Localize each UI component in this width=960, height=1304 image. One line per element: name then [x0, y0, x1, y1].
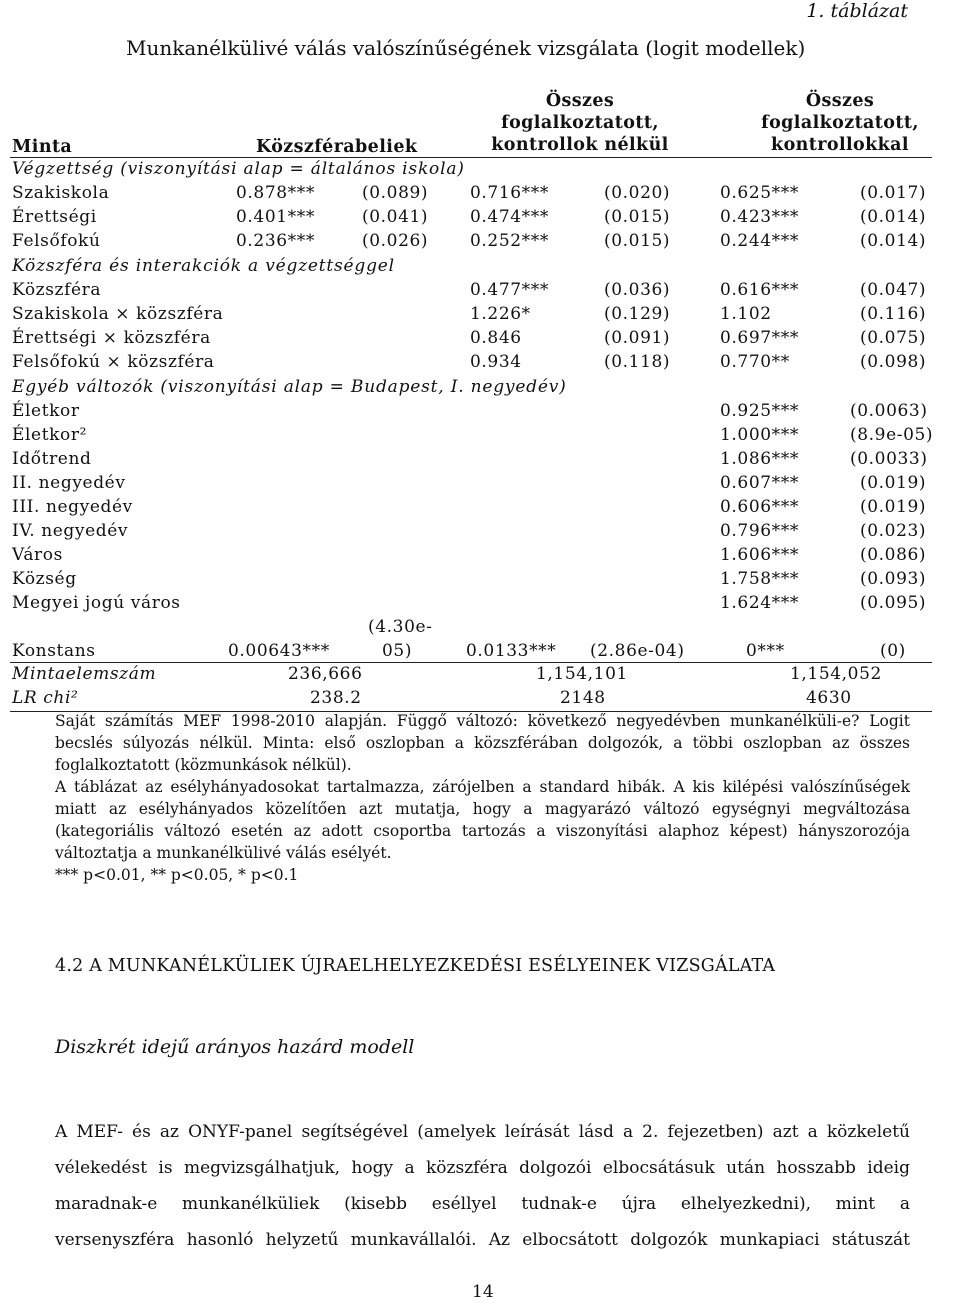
- se-c: (0.014): [860, 231, 927, 251]
- coef-c: 1.624***: [720, 593, 799, 613]
- table-row: [0, 449, 960, 473]
- row-label: Község: [12, 569, 77, 589]
- header-divider: [10, 157, 932, 158]
- note-source: Saját számítás MEF 1998-2010 alapján. Függő változó: következő negyedévben munkanélküli-e? Logit becslés súlyozás nélkül. Minta: első oszlopban a közszférában dolgozók, a többi oszlopban az összes foglalkoztatott (közmunkások nélkül).: [55, 712, 910, 774]
- coef-c: 0.606***: [720, 497, 799, 517]
- row-label: Érettségi: [12, 207, 97, 227]
- header-col-no-controls: [480, 90, 680, 156]
- coef-b: 0.716***: [470, 183, 549, 203]
- se-a: (0.026): [362, 231, 429, 251]
- coef-c: 0.697***: [720, 328, 799, 348]
- paragraph-line: versenyszféra hasonló helyzetű munkavállalói. Az elbocsátott dolgozók munkapiaci státuszát: [55, 1230, 910, 1250]
- se-c: (0.116): [860, 304, 927, 324]
- se-c: (0.086): [860, 545, 927, 565]
- se-b: (0.129): [604, 304, 671, 324]
- body-paragraph: [55, 1114, 910, 1258]
- se-b: (2.86e-04): [590, 641, 685, 661]
- se-b: (0.091): [604, 328, 671, 348]
- coef-a: 0.878***: [236, 183, 315, 203]
- se-c: (0.047): [860, 280, 927, 300]
- lr-b: 2148: [560, 688, 606, 708]
- row-label: Város: [12, 545, 63, 565]
- table-row: [0, 569, 960, 593]
- header-col2-line2: foglalkoztatott,: [501, 113, 659, 133]
- se-a: (0.089): [362, 183, 429, 203]
- header-col2-line1: Összes: [545, 91, 615, 111]
- konstans-divider: [10, 662, 932, 663]
- header-col3-line3: kontrollokkal: [771, 135, 909, 155]
- row-label: III. negyedév: [12, 497, 133, 517]
- table-row: [0, 304, 960, 328]
- table-row: [0, 593, 960, 617]
- table-row: [0, 280, 960, 304]
- row-label: Mintaelemszám: [12, 664, 157, 684]
- coef-c: 0.607***: [720, 473, 799, 493]
- se-a: (0.041): [362, 207, 429, 227]
- table-row: [0, 545, 960, 569]
- coef-b: 0.934: [470, 352, 522, 372]
- coef-c: 0.925***: [720, 401, 799, 421]
- row-label: Szakiskola × közszféra: [12, 304, 224, 324]
- table-row: [0, 473, 960, 497]
- page-number: 14: [472, 1282, 494, 1302]
- row-label: IV. negyedév: [12, 521, 129, 541]
- paragraph-line: A MEF- és az ONYF-panel segítségével (amelyek leírását lásd a 2. fejezetben) azt a közkeletű: [55, 1122, 910, 1142]
- row-label: LR chi²: [12, 688, 79, 708]
- coef-a: 0.236***: [236, 231, 315, 251]
- table-row-konstans: [0, 617, 960, 665]
- coef-c: 0***: [746, 641, 785, 661]
- table-row: [0, 401, 960, 425]
- table-row: [0, 497, 960, 521]
- se-a-line1: (4.30e-: [368, 617, 433, 637]
- n-b: 1,154,101: [536, 664, 628, 684]
- row-label: II. negyedév: [12, 473, 126, 493]
- row-label: Közszféra: [12, 280, 102, 300]
- se-c: (8.9e-05): [850, 425, 934, 445]
- se-b: (0.118): [604, 352, 671, 372]
- se-c: (0.095): [860, 593, 927, 613]
- table-row: [0, 183, 960, 207]
- coef-c: 0.616***: [720, 280, 799, 300]
- row-label: Felsőfokú × közszféra: [12, 352, 215, 372]
- table-row: [0, 521, 960, 545]
- coef-b: 1.226*: [470, 304, 531, 324]
- se-c: (0.017): [860, 183, 927, 203]
- table-row: [0, 425, 960, 449]
- header-kozszferabeliek: Közszférabeliek: [256, 137, 418, 157]
- paragraph-line: vélekedést is megvizsgálhatjuk, hogy a közszféra dolgozói elbocsátásuk után hosszabb ideig: [55, 1158, 910, 1178]
- se-c: (0.0063): [850, 401, 928, 421]
- row-label: Szakiskola: [12, 183, 110, 203]
- table-row: [0, 207, 960, 231]
- table-row-n: [0, 664, 960, 688]
- se-b: (0.015): [604, 207, 671, 227]
- lr-c: 4630: [806, 688, 852, 708]
- row-label: Konstans: [12, 641, 96, 661]
- section-heading: 4.2 A MUNKANÉLKÜLIEK ÚJRAELHELYEZKEDÉSI ESÉLYEINEK VIZSGÁLATA: [55, 956, 776, 976]
- se-c: (0.014): [860, 207, 927, 227]
- note-explanation: A táblázat az esélyhányadosokat tartalmazza, zárójelben a standard hibák. A kis kilépési valószínűségek miatt az esélyhányados közelítően azt mutatja, hogy a magyarázó változó egységnyi megváltozása (kategoriális változó esetén az adott csoportba tartozás a viszonyítási alaphoz képest) hányszorozója változtatja a munkanélkülivé válás esélyét.: [55, 778, 910, 862]
- row-label: Életkor: [12, 401, 80, 421]
- se-c: (0.019): [860, 473, 927, 493]
- table-title: Munkanélkülivé válás valószínűségének vizsgálata (logit modellek): [126, 36, 806, 60]
- coef-c: 0.625***: [720, 183, 799, 203]
- note-significance: *** p<0.01, ** p<0.05, * p<0.1: [55, 866, 299, 884]
- paragraph-line: maradnak-e munkanélküliek (kisebb eséllyel tudnak-e újra elhelyezkedni), mint a: [55, 1194, 910, 1214]
- coef-c: 1.102: [720, 304, 772, 324]
- section-education: Végzettség (viszonyítási alap = általános iskola): [12, 159, 465, 179]
- se-b: (0.020): [604, 183, 671, 203]
- se-c: (0.098): [860, 352, 927, 372]
- se-c: (0.0033): [850, 449, 928, 469]
- table-row: [0, 328, 960, 352]
- coef-c: 0.796***: [720, 521, 799, 541]
- row-label: Megyei jogú város: [12, 593, 181, 613]
- coef-a: 0.401***: [236, 207, 315, 227]
- se-c: (0.093): [860, 569, 927, 589]
- coef-c: 1.758***: [720, 569, 799, 589]
- table-notes: [55, 710, 910, 886]
- coef-b: 0.474***: [470, 207, 549, 227]
- se-c: (0.019): [860, 497, 927, 517]
- section-public-sector: Közszféra és interakciók a végzettséggel: [12, 256, 395, 276]
- section-other-variables: Egyéb változók (viszonyítási alap = Budapest, I. negyedév): [12, 377, 567, 397]
- header-col3-line1: Összes: [805, 91, 875, 111]
- coef-c: 1.086***: [720, 449, 799, 469]
- lr-a: 238.2: [310, 688, 362, 708]
- se-c: (0): [880, 641, 906, 661]
- row-label: Életkor²: [12, 425, 88, 445]
- coef-b: 0.252***: [470, 231, 549, 251]
- coef-c: 1.606***: [720, 545, 799, 565]
- subsection-heading: Diszkrét idejű arányos hazárd modell: [55, 1036, 415, 1058]
- table-row: [0, 352, 960, 376]
- row-label: Időtrend: [12, 449, 92, 469]
- se-c: (0.023): [860, 521, 927, 541]
- se-c: (0.075): [860, 328, 927, 348]
- se-b: (0.036): [604, 280, 671, 300]
- header-col3-line2: foglalkoztatott,: [761, 113, 919, 133]
- coef-b: 0.477***: [470, 280, 549, 300]
- coef-c: 1.000***: [720, 425, 799, 445]
- header-col2-line3: kontrollok nélkül: [491, 135, 669, 155]
- table-row-lr: [0, 688, 960, 712]
- coef-c: 0.770**: [720, 352, 790, 372]
- row-label: Felsőfokú: [12, 231, 101, 251]
- header-minta: Minta: [12, 137, 73, 157]
- header-col-with-controls: [740, 90, 940, 156]
- row-label: Érettségi × közszféra: [12, 328, 211, 348]
- n-a: 236,666: [288, 664, 363, 684]
- coef-c: 0.423***: [720, 207, 799, 227]
- coef-c: 0.244***: [720, 231, 799, 251]
- coef-b: 0.0133***: [466, 641, 557, 661]
- coef-a: 0.00643***: [228, 641, 330, 661]
- n-c: 1,154,052: [790, 664, 882, 684]
- coef-b: 0.846: [470, 328, 522, 348]
- se-b: (0.015): [604, 231, 671, 251]
- se-a-line2: 05): [382, 641, 413, 661]
- table-row: [0, 231, 960, 255]
- table-number-label: 1. táblázat: [806, 0, 908, 22]
